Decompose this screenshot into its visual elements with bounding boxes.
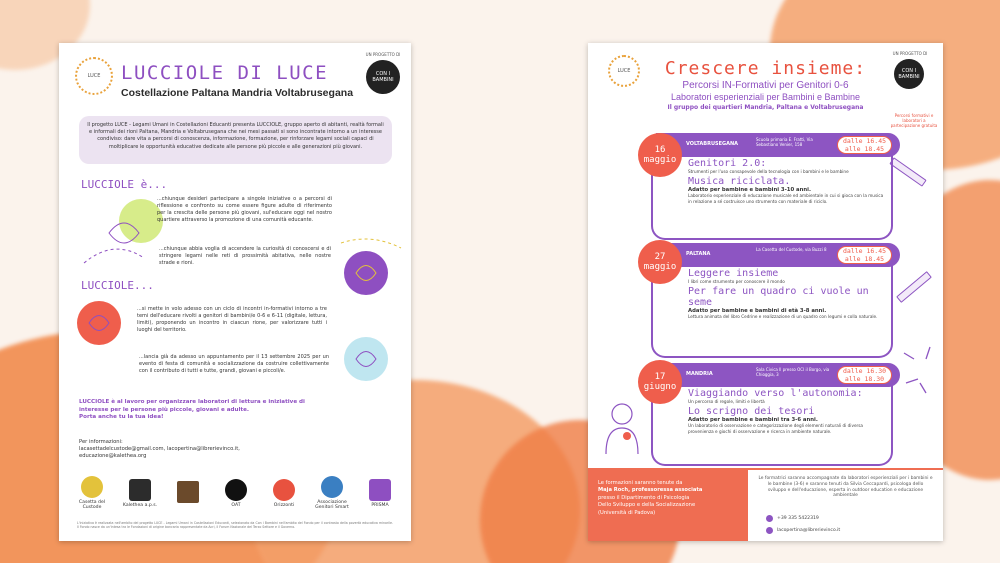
event-date: 27 maggio [638, 240, 682, 284]
partner-logos [73, 475, 399, 511]
partner-logo [361, 479, 399, 508]
badge-caption: UN PROGETTO DI [365, 52, 401, 57]
lucciole-poster [59, 43, 411, 541]
section1-paragraph2: ...chiunque abbia voglia di accendere la curiosità di conoscersi e di stringere legami nelle reti di prossimità abitativa, nelle nostre strade e rioni. [159, 246, 331, 266]
event-band [656, 243, 900, 267]
parent-session-title: Genitori 2.0: [688, 158, 767, 169]
con-i-bambini-badge [366, 60, 400, 94]
event-place: PALTANA [686, 251, 711, 257]
event-place: MANDRIA [686, 371, 713, 377]
info-emails-1: lacasettadelcustode@gmail.com, lacopertina@librerievinco.it, [79, 446, 240, 452]
poster-title: LUCCIOLE DI LUCE [121, 62, 329, 84]
partner-name: Casetta del Custode [78, 500, 106, 510]
email-icon [766, 527, 773, 534]
luce-logo [75, 57, 113, 95]
call-line-3: Porta anche tu la tua idea! [79, 414, 164, 421]
luce-logo-text: LUCE [617, 68, 631, 74]
kids-lab-title: Per fare un quadro ci vuole un seme [688, 286, 869, 309]
footer [588, 468, 943, 541]
event-place: VOLTABRUSEGANA [686, 141, 739, 147]
trainer-line: (Università di Padova) [598, 509, 656, 516]
event-date: 17 giugno [638, 360, 682, 404]
poster-subtitle: Costellazione Paltana Mandria Voltabrusegana [121, 87, 354, 99]
partner-name: Kalethea a.p.s. [122, 502, 158, 508]
partner-logo [121, 479, 159, 508]
partner-mark [273, 479, 295, 501]
partner-name: OAT [231, 502, 241, 508]
poster-subtitle-1: Percorsi IN-Formativi per Genitori 0-6 [682, 80, 849, 91]
badge-text: CON I BAMBINI [898, 68, 920, 80]
call-line-1: LUCCIOLE è al lavoro per organizzare laboratori di lettura e iniziative di [79, 399, 305, 405]
parent-session-title: Viaggiando verso l'autonomia: [688, 388, 863, 399]
trainer-line: Dello Sviluppo e della Socializzazione [598, 502, 696, 509]
trainer-line: Maja Roch, professoressa associata [598, 487, 703, 494]
partner-name: Associazione Genitori Smart [315, 500, 349, 510]
crescere-insieme-poster [588, 43, 943, 541]
fine-print: L'iniziativa è realizzata nell'ambito del progetto LUCE - Legami Umani in Costellazioni Educanti, selezionato da Con i Bambini nell'ambito del Fondo per il contrasto della povertà educativa minorile. Il Fondo nasce da un'intesa tra le Fondazioni di origine bancaria rappresentate da Acri, il Forum Nazionale del Terzo Settore e il Governo. [77, 521, 393, 530]
info-label: Per informazioni: [79, 439, 123, 445]
event-address: Scuola primaria E. Fratti, Via Sebastiano Venier, 158 [756, 137, 813, 147]
trainer-info [588, 468, 748, 541]
poster-title: Crescere insieme: [664, 58, 867, 79]
event-address: La Casetta del Custode, via Buzzi 8 [756, 247, 827, 252]
partner-logo [217, 479, 255, 508]
section-heading-1: LUCCIOLE è... [81, 178, 168, 191]
partner-name: PRISMA [371, 502, 389, 508]
kids-lab-age: Adatto per bambine e bambini di età 3-8 anni. [688, 308, 827, 315]
firefly-illustration-4 [331, 331, 401, 391]
event-time: dalle 16.30 alle 18.30 [837, 366, 892, 384]
event-address: Sala Civica Il presso OCI il Borgo, via Chioggia, 3 [756, 367, 830, 377]
partner-mark [225, 479, 247, 501]
kids-lab-age: Adatto per bambine e bambini 3-10 anni. [688, 187, 811, 194]
trainer-line: Le formazioni saranno tenute da [598, 480, 683, 486]
info-emails-2: educazione@kalethea.org [79, 453, 147, 459]
firefly-illustration-1 [79, 193, 169, 283]
partner-mark [321, 476, 343, 498]
partner-name: Orizzonti [273, 502, 295, 508]
parent-session-title: Leggere insieme [688, 268, 779, 279]
child-illustration [600, 398, 645, 456]
email-address[interactable]: lacopertina@librerievinco.it [777, 528, 841, 533]
partner-logo [313, 476, 351, 510]
event-band [656, 363, 900, 387]
event-date: 16 maggio [638, 133, 682, 177]
contact-info [79, 439, 389, 460]
badge-caption: UN PROGETTO DI [892, 51, 928, 56]
event-card [651, 266, 893, 358]
event-card [651, 156, 893, 240]
kids-lab-desc: Un laboratorio di osservazione e categorizzazione degli elementi naturali di diversa provenienza e giochi di osservazione e ricerca in ambiente naturale. [688, 423, 863, 434]
kids-lab-desc: Laboratorio esperienziale di educazione musicale ed ambientale in cui si gioca con la musica in relazione a sé costruisce uno strumento con materiale di riciclo. [688, 193, 884, 204]
parent-session-desc: Un percorso di regole, limiti e libertà [688, 399, 765, 404]
partner-mark [81, 476, 103, 498]
pencil-icon [889, 157, 926, 186]
firefly-illustration-3 [59, 293, 139, 353]
sparkle-icon [900, 343, 936, 403]
email-contact [766, 527, 840, 534]
partner-logo [73, 476, 111, 510]
parent-session-desc: Strumenti per l'uso consapevole della tecnologia con i bambini e le bambine [688, 169, 849, 174]
phone-number: +39 335 5422319 [777, 516, 819, 521]
kids-lab-title: Musica riciclata. [688, 176, 791, 188]
lab-leader-info: Le formatrici saranno accompagnate da laboratori esperienziali per i bambini e le bambine (3-6) e saranno tenuti da Silvia Ceccapardi, psicologa dello sviluppo e dell'educazione, esperta in outdoor education e educazione ambientale [748, 468, 943, 541]
trainer-line: presso il Dipartimento di Psicologia [598, 494, 690, 501]
poster-subtitle-3: Il gruppo dei quartieri Mandria, Paltana e Voltabrusegana [667, 104, 864, 111]
luce-logo-text: LUCE [87, 73, 101, 79]
partner-mark [177, 481, 199, 503]
parent-session-desc: I libri come strumento per conoscere il mondo [688, 279, 785, 284]
partner-logo [265, 479, 303, 508]
event-card [651, 386, 893, 466]
kids-lab-age: Adatto per bambine e bambini tra 3-6 anni. [688, 417, 818, 424]
section-heading-2: LUCCIOLE... [81, 279, 154, 292]
badge-text: CON I BAMBINI [372, 71, 394, 83]
kids-lab-title: Lo scrigno dei tesori [688, 406, 815, 418]
call-line-2: interesse per le persone più piccole, giovani e adulte. [79, 406, 250, 413]
section2-paragraph2: ...lancia già da adesso un appuntamento per il 13 settembre 2025 per un evento di festa di comunità e socializzazione da costruire collettivamente con il contributo di tutti e tutte, grandi, giovani e piccoli/e. [139, 354, 329, 374]
partner-mark [369, 479, 391, 501]
firefly-illustration-2 [321, 223, 411, 313]
event-band [656, 133, 900, 157]
event-time: dalle 16.45 alle 18.45 [837, 246, 892, 264]
partner-mark [129, 479, 151, 501]
partner-logo [169, 481, 207, 505]
phone-contact [766, 515, 819, 522]
intro-box: Il progetto LUCE - Legami Umani in Costellazioni Educanti presenta LUCCIOLE, gruppo aperto di abitanti, realtà formali e informali dei rioni Paltana, Mandria e Voltabrusegana che nei mesi passati si sono incontrate intorno a un interesse condiviso: dare vita a percorsi di conoscenza, informazione, formazione, per rinforzare legami sociali capaci di moltiplicare le opportunità educative dedicate alle persone più piccole e alle generazioni più giovani. [79, 116, 392, 164]
pencil-icon [896, 271, 932, 303]
section2-paragraph1: ...si mette in volo adesso con un ciclo di incontri in-formativi intorno a tre temi dell'educare rivolti a genitori di bambini/e 0-6 e 6-11 (digitale, lettura, limiti), proponendo un incontro in ciascun rione, per valorizzare tutti i luoghi del territorio. [137, 306, 327, 333]
call-to-action [79, 399, 389, 422]
phone-icon [766, 515, 773, 522]
free-participation-note: Percorsi formativi e laboratori a partecipazione gratuita [890, 113, 938, 128]
poster-subtitle-2: Laboratori esperienziali per Bambini e Bambine [670, 92, 861, 102]
section1-paragraph1: ...chiunque desideri partecipare a singole iniziative o a percorsi di riflessione e confronto su come essere figure adulte di riferimento per la crescita delle persone più giovani, sul'educare oggi nel nostro quartiere attraverso la promozione di una comunità educante. [157, 196, 332, 223]
event-time: dalle 16.45 alle 18.45 [837, 136, 892, 154]
kids-lab-desc: Lettura animata del libro Cedrine e realizzazione di un quadro con legumi e colla naturale. [688, 314, 878, 320]
